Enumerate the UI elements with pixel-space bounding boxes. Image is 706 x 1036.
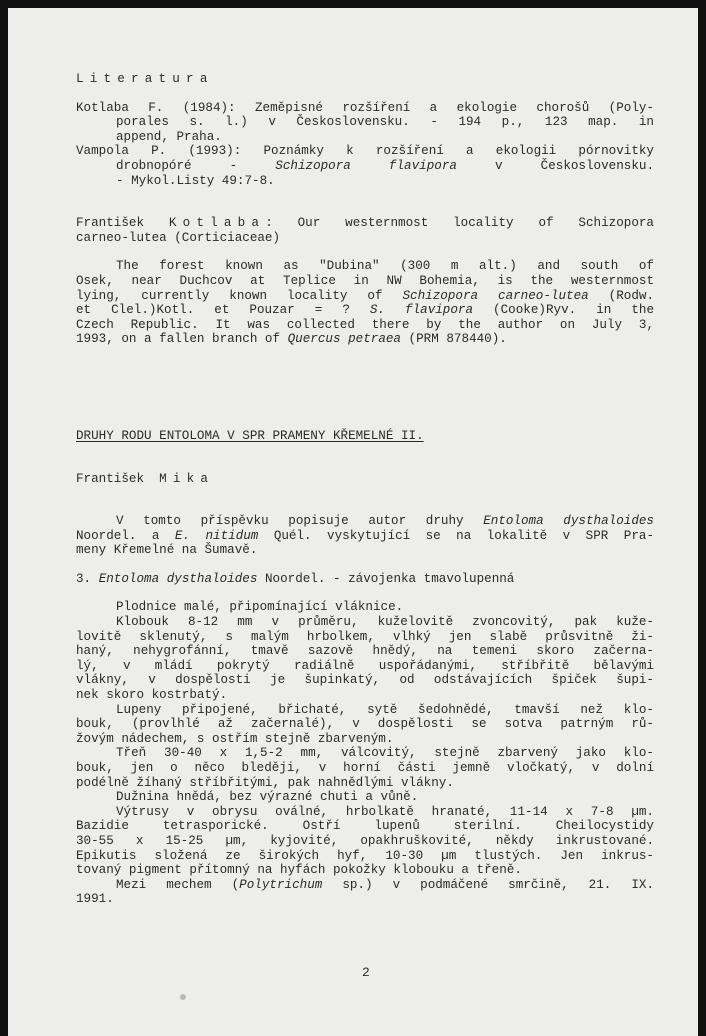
description-line: podélně žíhaný stříbřitými, pak nahnědlými vlákny. [76, 775, 454, 790]
reference-2-line-2: drobnopóré - Schizopora flavipora v Československu. [116, 158, 655, 173]
article-2-intro-line-2: Noordel. a E. nitidum Quél. vyskytující se na lokalitě v SPR Pra- [76, 528, 654, 543]
article-1-paragraph-line-3: lying, currently known locality of Schizopora carneo-lutea (Rodw. [76, 288, 654, 303]
description-line: lý, v mládí pokrytý radiálně uspořádanými, stříbřitě bělavými [76, 658, 654, 673]
reference-2-line-1: Vampola P. (1993): Poznámky k rozšíření a ekologii pórnovitky [76, 144, 654, 159]
description-line: Lupeny připojené, břichaté, sytě šedohnědé, tmavší než klo- [116, 702, 654, 717]
habitat-line-2: 1991. [76, 892, 114, 907]
description-line: 30-55 x 15-25 µm, kyjovité, opakhruškovité, někdy inkrustované. [76, 833, 654, 848]
description-line: bouk, jen o něco bleději, v horní části jemně vločkatý, v dolní [76, 761, 654, 775]
literature-heading: Literatura [76, 72, 214, 86]
page-content [76, 72, 654, 907]
description-line: Bazidie tetrasporické. Ostří lupenů sterilní. Cheilocystidy [76, 819, 654, 834]
species-heading: 3. Entoloma dysthaloides Noordel. - závojenka tmavolupenná [76, 571, 515, 586]
description-line: Epikutis složená ze širokých hyf, 10-30 µm tlustých. Jen inkrus- [76, 848, 654, 863]
article-2-title: DRUHY RODU ENTOLOMA V SPR PRAMENY KŘEMELNÉ II. [76, 428, 424, 443]
reference-1-line-1: Kotlaba F. (1984): Zeměpisné rozšíření a ekologie chorošů (Poly- [76, 100, 654, 115]
article-1-paragraph-line-6: 1993, on a fallen branch of Quercus petraea (PRM 878440). [76, 332, 507, 347]
description-line: Plodnice malé, připomínající vláknice. [116, 600, 404, 615]
description-line: tovaný pigment přítomný na hyfách pokožky klobouku a třeně. [76, 863, 522, 878]
description-line: žovým nádechem, s ostřím stejně zbarveným. [76, 731, 394, 746]
description-line: lovitě sklenutý, s malým hrbolkem, vlhký jen slabě průsvitně ži- [76, 629, 654, 644]
scan-speck [180, 994, 186, 1000]
article-1-paragraph-line-4: et Clel.)Kotl. et Pouzar = ? S. flavipora (Cooke)Ryv. in the [76, 303, 654, 318]
article-2-author: František Mika [76, 471, 215, 486]
reference-2-line-3: - Mykol.Listy 49:7-8. [116, 173, 275, 188]
article-1-paragraph-line-1: The forest known as "Dubina" (300 m alt.) and south of [116, 259, 654, 274]
description-line: Dužnina hnědá, bez výrazné chuti a vůně. [116, 790, 419, 805]
description-line: Výtrusy v obrysu oválné, hrbolkatě hranaté, 11-14 x 7-8 µm. [116, 804, 654, 819]
description-line: Třeň 30-40 x 1,5-2 mm, válcovitý, stejně zbarvený jako klo- [116, 746, 654, 761]
description-line: haný, nehygrofánní, tmavě sazově hnědý, na temeni skoro začerna- [76, 644, 654, 659]
reference-1-line-2: porales s. l.) v Československu. - 194 p., 123 map. in [116, 115, 654, 130]
description-line: bouk, (provlhlé až začernalé), v dospělosti se sotva patrným rů- [76, 717, 654, 732]
article-1-title-line-1: František Kotlaba: Our westernmost locality of Schizopora [76, 216, 654, 231]
page-number: 2 [362, 965, 370, 980]
description-line: vlákny, v dospělosti je šupinkatý, od odstávajících špiček šupi- [76, 673, 654, 688]
article-2-intro-line-3: meny Křemelné na Šumavě. [76, 543, 258, 558]
description-line: nek skoro kostrbatý. [76, 688, 228, 703]
article-1-paragraph-line-2: Osek, near Duchcov at Teplice in NW Bohemia, is the westernmost [76, 273, 654, 288]
description-line: Klobouk 8-12 mm v průměru, kuželovitě zvoncovitý, pak kuže- [116, 615, 654, 630]
article-2-intro-line-1: V tomto příspěvku popisuje autor druhy Entoloma dysthaloides [116, 514, 654, 529]
reference-1-line-3: append, Praha. [116, 129, 222, 144]
document-page [8, 8, 698, 1036]
habitat-line-1: Mezi mechem (Polytrichum sp.) v podmáčené smrčině, 21. IX. [116, 877, 654, 892]
article-1-title-line-2: carneo-lutea (Corticiaceae) [76, 230, 281, 245]
article-1-paragraph-line-5: Czech Republic. It was collected there by the author on July 3, [76, 317, 654, 332]
